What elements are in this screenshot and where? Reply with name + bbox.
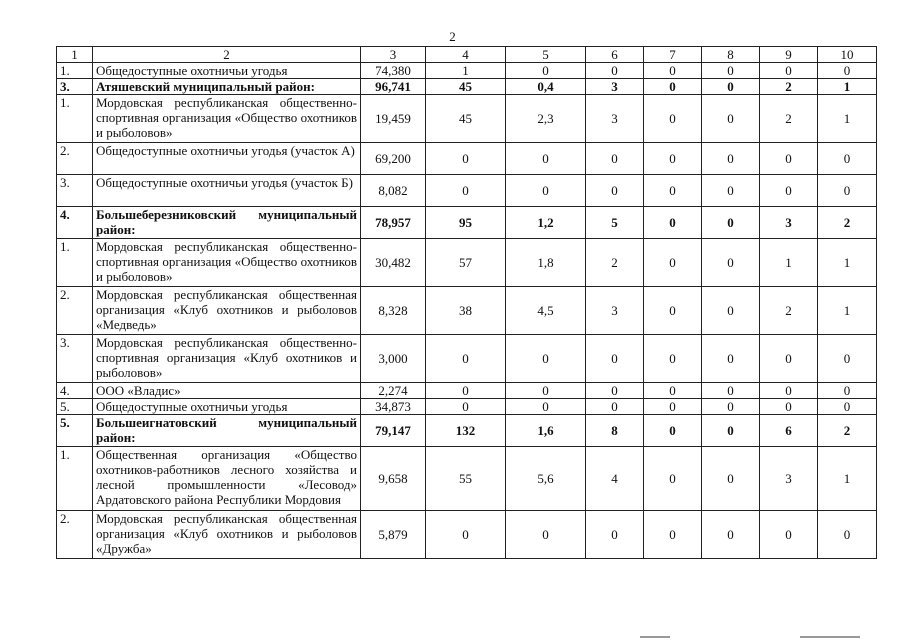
value-cell: 2 (586, 239, 644, 287)
row-number: 3. (57, 79, 93, 95)
value-cell: 0 (426, 383, 506, 399)
value-cell: 0 (644, 511, 702, 559)
value-cell: 0 (644, 383, 702, 399)
value-cell: 3 (760, 207, 818, 239)
value-cell: 5,879 (361, 511, 426, 559)
value-cell: 0 (586, 63, 644, 79)
value-cell: 0 (644, 95, 702, 143)
value-cell: 0 (702, 511, 760, 559)
district-row (57, 79, 877, 95)
value-cell: 0 (426, 399, 506, 415)
value-cell: 0 (818, 399, 877, 415)
value-cell: 1 (818, 287, 877, 335)
value-cell: 0 (506, 383, 586, 399)
value-cell: 0 (586, 383, 644, 399)
value-cell: 1,6 (506, 415, 586, 447)
value-cell: 0 (644, 207, 702, 239)
value-cell: 9,658 (361, 447, 426, 511)
value-cell: 0 (702, 143, 760, 175)
value-cell: 0 (644, 79, 702, 95)
district-row (57, 207, 877, 239)
value-cell: 0 (586, 143, 644, 175)
value-cell: 0 (506, 63, 586, 79)
value-cell: 1 (818, 447, 877, 511)
value-cell: 2 (818, 207, 877, 239)
value-cell: 0 (702, 79, 760, 95)
value-cell: 2,274 (361, 383, 426, 399)
value-cell: 8 (586, 415, 644, 447)
table-body (57, 47, 877, 559)
column-header: 3 (361, 47, 426, 63)
value-cell: 34,873 (361, 399, 426, 415)
row-number: 2. (57, 287, 93, 335)
value-cell: 0 (506, 175, 586, 207)
column-header: 5 (506, 47, 586, 63)
value-cell: 0 (702, 207, 760, 239)
page-number: 2 (449, 29, 456, 44)
row-number: 3. (57, 175, 93, 207)
value-cell: 0 (702, 447, 760, 511)
value-cell: 0 (702, 287, 760, 335)
table-row (57, 63, 877, 79)
value-cell: 5 (586, 207, 644, 239)
value-cell: 4,5 (506, 287, 586, 335)
value-cell: 0 (702, 63, 760, 79)
value-cell: 0 (426, 335, 506, 383)
value-cell: 1 (426, 63, 506, 79)
organization-name: Мордовская республиканская общественно-спортивная организация «Общество охотников и рыболовов» (93, 95, 361, 143)
value-cell: 3 (586, 95, 644, 143)
value-cell: 2 (760, 287, 818, 335)
value-cell: 45 (426, 79, 506, 95)
value-cell: 0 (644, 335, 702, 383)
value-cell: 2 (818, 415, 877, 447)
district-row (57, 415, 877, 447)
value-cell: 45 (426, 95, 506, 143)
row-number: 4. (57, 383, 93, 399)
value-cell: 1 (818, 79, 877, 95)
value-cell: 0 (702, 383, 760, 399)
value-cell: 2,3 (506, 95, 586, 143)
value-cell: 0 (702, 175, 760, 207)
column-header: 1 (57, 47, 93, 63)
organization-name: Мордовская республиканская общественно-спортивная организация «Клуб охотников и рыболовов» (93, 335, 361, 383)
row-number: 4. (57, 207, 93, 239)
value-cell: 0 (586, 511, 644, 559)
table-row (57, 399, 877, 415)
organization-name: ООО «Владис» (93, 383, 361, 399)
value-cell: 6 (760, 415, 818, 447)
organization-name: Мордовская республиканская общественно-спортивная организация «Общество охотников и рыболовов» (93, 239, 361, 287)
table-row (57, 383, 877, 399)
organization-name: Большеберезниковский муниципальный район: (93, 207, 361, 239)
value-cell: 3 (586, 79, 644, 95)
value-cell: 0 (818, 383, 877, 399)
column-header: 9 (760, 47, 818, 63)
value-cell: 0 (644, 143, 702, 175)
value-cell: 19,459 (361, 95, 426, 143)
value-cell: 0 (760, 399, 818, 415)
value-cell: 79,147 (361, 415, 426, 447)
organization-name: Общедоступные охотничьи угодья (93, 63, 361, 79)
row-number: 1. (57, 95, 93, 143)
column-header: 8 (702, 47, 760, 63)
value-cell: 0 (760, 143, 818, 175)
hunting-grounds-table (56, 46, 877, 559)
value-cell: 0 (818, 511, 877, 559)
value-cell: 0 (644, 239, 702, 287)
table-row (57, 511, 877, 559)
row-number: 1. (57, 447, 93, 511)
header-row (57, 47, 877, 63)
column-header: 6 (586, 47, 644, 63)
table-row (57, 143, 877, 175)
organization-name: Общедоступные охотничьи угодья (участок Б) (93, 175, 361, 207)
value-cell: 0 (506, 511, 586, 559)
organization-name: Атяшевский муниципальный район: (93, 79, 361, 95)
value-cell: 30,482 (361, 239, 426, 287)
column-header: 2 (93, 47, 361, 63)
value-cell: 0 (506, 335, 586, 383)
value-cell: 55 (426, 447, 506, 511)
value-cell: 1 (760, 239, 818, 287)
value-cell: 0 (760, 335, 818, 383)
value-cell: 95 (426, 207, 506, 239)
value-cell: 1 (818, 95, 877, 143)
column-header: 10 (818, 47, 877, 63)
organization-name: Общедоступные охотничьи угодья (93, 399, 361, 415)
value-cell: 0 (644, 415, 702, 447)
value-cell: 8,082 (361, 175, 426, 207)
value-cell: 78,957 (361, 207, 426, 239)
value-cell: 132 (426, 415, 506, 447)
scan-artifact (800, 636, 860, 638)
row-number: 2. (57, 143, 93, 175)
value-cell: 69,200 (361, 143, 426, 175)
value-cell: 74,380 (361, 63, 426, 79)
column-header: 4 (426, 47, 506, 63)
value-cell: 1,2 (506, 207, 586, 239)
value-cell: 3 (760, 447, 818, 511)
row-number: 3. (57, 335, 93, 383)
value-cell: 0 (702, 399, 760, 415)
value-cell: 5,6 (506, 447, 586, 511)
value-cell: 1 (818, 239, 877, 287)
organization-name: Мордовская республиканская общественная организация «Клуб охотников и рыболовов «Дружба» (93, 511, 361, 559)
value-cell: 2 (760, 95, 818, 143)
value-cell: 0 (818, 335, 877, 383)
value-cell: 8,328 (361, 287, 426, 335)
organization-name: Общедоступные охотничьи угодья (участок А) (93, 143, 361, 175)
value-cell: 38 (426, 287, 506, 335)
value-cell: 0 (702, 335, 760, 383)
row-number: 5. (57, 399, 93, 415)
value-cell: 0 (760, 175, 818, 207)
column-header: 7 (644, 47, 702, 63)
value-cell: 0 (760, 383, 818, 399)
value-cell: 0 (506, 143, 586, 175)
value-cell: 0 (426, 143, 506, 175)
value-cell: 1,8 (506, 239, 586, 287)
value-cell: 0 (644, 63, 702, 79)
value-cell: 0 (586, 399, 644, 415)
value-cell: 0 (586, 175, 644, 207)
table-row (57, 239, 877, 287)
value-cell: 0 (426, 175, 506, 207)
value-cell: 2 (760, 79, 818, 95)
table-row (57, 335, 877, 383)
value-cell: 0 (702, 239, 760, 287)
table-row (57, 447, 877, 511)
value-cell: 3,000 (361, 335, 426, 383)
row-number: 1. (57, 63, 93, 79)
value-cell: 0 (506, 399, 586, 415)
scan-artifact (640, 636, 670, 638)
value-cell: 0 (760, 511, 818, 559)
value-cell: 57 (426, 239, 506, 287)
table-row (57, 287, 877, 335)
value-cell: 0 (644, 447, 702, 511)
value-cell: 0 (818, 63, 877, 79)
value-cell: 0 (426, 511, 506, 559)
value-cell: 96,741 (361, 79, 426, 95)
organization-name: Мордовская республиканская общественная организация «Клуб охотников и рыболовов «Медведь» (93, 287, 361, 335)
value-cell: 3 (586, 287, 644, 335)
row-number: 1. (57, 239, 93, 287)
value-cell: 0 (818, 175, 877, 207)
value-cell: 0 (702, 415, 760, 447)
value-cell: 0 (818, 143, 877, 175)
organization-name: Общественная организация «Общество охотников-работников лесного хозяйства и лесной промышленности «Лесовод» Ардатовского района Республики Мордовия (93, 447, 361, 511)
table-row (57, 95, 877, 143)
value-cell: 0 (760, 63, 818, 79)
value-cell: 0 (702, 95, 760, 143)
value-cell: 0 (644, 287, 702, 335)
organization-name: Большеигнатовский муниципальный район: (93, 415, 361, 447)
value-cell: 4 (586, 447, 644, 511)
value-cell: 0 (644, 399, 702, 415)
table-row (57, 175, 877, 207)
value-cell: 0 (644, 175, 702, 207)
value-cell: 0 (586, 335, 644, 383)
value-cell: 0,4 (506, 79, 586, 95)
row-number: 2. (57, 511, 93, 559)
row-number: 5. (57, 415, 93, 447)
